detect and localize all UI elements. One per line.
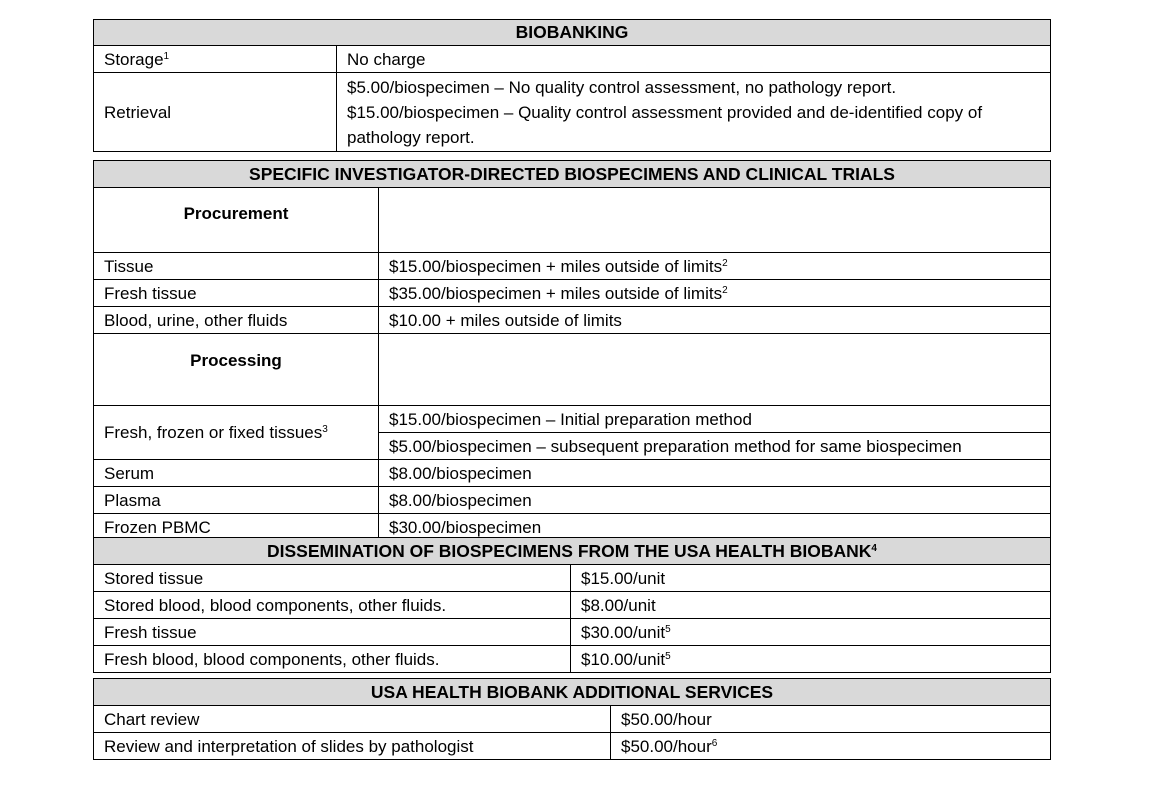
procurement-row-label: Tissue: [94, 253, 379, 280]
additional-services-header: USA HEALTH BIOBANK ADDITIONAL SERVICES: [94, 679, 1051, 706]
fresh-frozen-label: Fresh, frozen or fixed tissues$^3$: [94, 406, 379, 460]
dissemination-row-label: Fresh blood, blood components, other fluids.: [94, 646, 571, 673]
biobanking-table: [93, 19, 1051, 152]
retrieval-value: [337, 73, 1051, 152]
additional-row-value: $50.00/hour: [611, 706, 1051, 733]
dissemination-header: DISSEMINATION OF BIOSPECIMENS FROM THE USA HEALTH BIOBANK$^4$: [94, 538, 1051, 565]
additional-services-table: [93, 678, 1051, 760]
additional-row-label: Review and interpretation of slides by pathologist: [94, 733, 611, 760]
processing-row-value: $8.00/biospecimen: [379, 487, 1051, 514]
investigator-table: [93, 160, 1051, 541]
procurement-row-label: Fresh tissue: [94, 280, 379, 307]
fresh-frozen-value: $5.00/biospecimen – subsequent preparation method for same biospecimen: [379, 433, 1051, 460]
dissemination-row-value: $30.00/unit$^5$: [571, 619, 1051, 646]
dissemination-row-label: Stored tissue: [94, 565, 571, 592]
procurement-row-label: Blood, urine, other fluids: [94, 307, 379, 334]
additional-row-label: Chart review: [94, 706, 611, 733]
dissemination-row-value: $15.00/unit: [571, 565, 1051, 592]
processing-row-label: Serum: [94, 460, 379, 487]
storage-value: No charge: [337, 46, 1051, 73]
investigator-header: SPECIFIC INVESTIGATOR-DIRECTED BIOSPECIMENS AND CLINICAL TRIALS: [94, 161, 1051, 188]
dissemination-row-label: Fresh tissue: [94, 619, 571, 646]
procurement-subheading: Procurement: [94, 188, 379, 253]
storage-label: Storage$^1$: [94, 46, 337, 73]
retrieval-line-1: $5.00/biospecimen – No quality control assessment, no pathology report.: [347, 77, 897, 97]
procurement-empty-cell: [379, 188, 1051, 253]
processing-row-value: $8.00/biospecimen: [379, 460, 1051, 487]
procurement-row-value: $15.00/biospecimen + miles outside of limits$^2$: [379, 253, 1051, 280]
procurement-row-value: $10.00 + miles outside of limits: [379, 307, 1051, 334]
processing-row-label: Plasma: [94, 487, 379, 514]
dissemination-table: [93, 537, 1051, 673]
retrieval-label: Retrieval: [94, 73, 337, 152]
dissemination-row-value: $8.00/unit: [571, 592, 1051, 619]
dissemination-row-value: $10.00/unit$^5$: [571, 646, 1051, 673]
fresh-frozen-value: $15.00/biospecimen – Initial preparation method: [379, 406, 1051, 433]
procurement-row-value: $35.00/biospecimen + miles outside of limits$^2$: [379, 280, 1051, 307]
processing-empty-cell: [379, 334, 1051, 406]
processing-row-label: Frozen PBMC: [94, 514, 379, 541]
processing-subheading: Processing: [94, 334, 379, 406]
retrieval-line-2: $15.00/biospecimen – Quality control assessment provided and de-identified copy of pathology report.: [347, 102, 983, 147]
processing-row-value: $30.00/biospecimen: [379, 514, 1051, 541]
additional-row-value: $50.00/hour$^6$: [611, 733, 1051, 760]
biobanking-header: BIOBANKING: [94, 20, 1051, 46]
dissemination-row-label: Stored blood, blood components, other fluids.: [94, 592, 571, 619]
